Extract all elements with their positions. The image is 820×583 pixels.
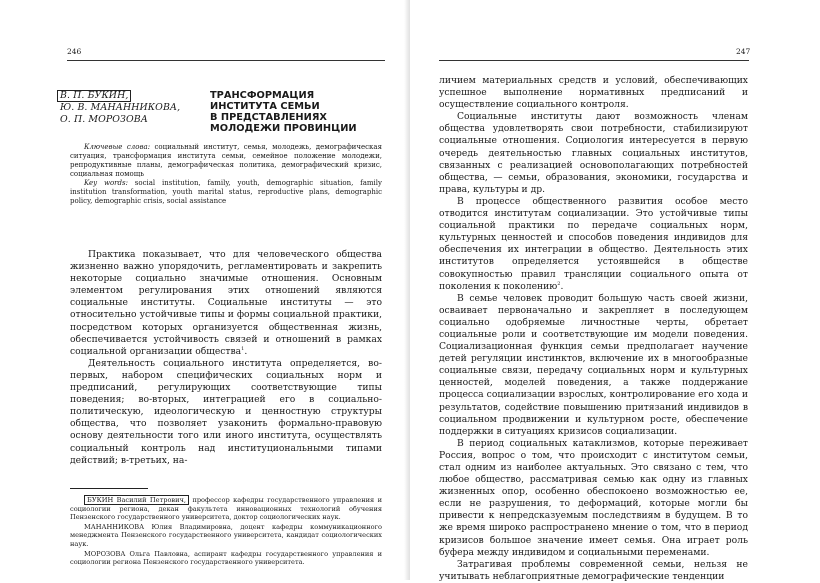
page-number-right: 247 — [736, 47, 751, 56]
title-line: ТРАНСФОРМАЦИЯ — [210, 90, 315, 101]
keywords-en — [70, 179, 382, 206]
authors-block — [60, 90, 210, 126]
paragraph: В период социальных катаклизмов, которые переживает Россия, вопрос о том, что происходит с институтом семьи, стал одним из наиболее актуальных. Это связано с тем, что любое общество, рассматривая семью как одну из главных жизненных опор, особенно обеспокоено возможностью ее, если не разрушения, то деформаций, которые могли бы привести к непредсказуемым последствиям в будущем. В то же время широко распространено мнение о том, что в период кризисов большое значение имеет семья. Она играет роль буфера между индивидом и социальными переменами. — [439, 437, 748, 558]
keywords-en-label: Key words: — [84, 179, 128, 187]
footnotes — [70, 496, 382, 568]
author-3: О. П. МОРОЗОВА — [60, 114, 148, 125]
footnote-name-boxed: БУКИН Василий Петрович, — [84, 495, 189, 505]
paragraph: Деятельность социального института определяется, во-первых, набором специфических социальных норм и предписаний, регулирующих соответствующие типы поведения; во-вторых, интеграцией его в социально-политическую, идеологическую и ценностную структуры общества, что позволяет узаконить формально-правовую основу деятельности того или иного института, осуществлять социальный контроль над институциональными типами действий; в-третьих, на- — [70, 357, 382, 466]
footnote-morozova: МОРОЗОВА Ольга Павловна, аспирант кафедры государственного управления и социологии региона Пензенского государственного университета. — [70, 549, 382, 567]
paragraph-text: В процессе общественного развития особое место отводится институтам социализации. Это устойчивые типы социальной практики по передаче социальных норм, культурных ценностей и способов поведения индивидов для обеспечения их интеграции в общество. Деятельность этих институтов определяется устоявшейся в обществе совокупностью правил трансляции социального опыта от поколения к поколению — [439, 195, 748, 292]
body-text-right — [439, 75, 748, 583]
body-text-left — [70, 249, 382, 467]
paragraph: В процессе общественного развития особое место отводится институтам социализации. Это устойчивые типы социальной практики по передаче социальных норм, культурных ценностей и способов поведения индивидов для обеспечения их интеграции в общество. Деятельность этих институтов определяется устоявшейся в обществе совокупностью правил трансляции социального опыта от поколения к поколению$^2$. — [439, 195, 748, 292]
title-line: В ПРЕДСТАВЛЕНИЯХ — [210, 112, 327, 123]
paragraph: Затрагивая проблемы современной семьи, нельзя не учитывать неблагоприятные демографические тенденции — [439, 558, 748, 582]
footnote-mark: 1 — [241, 345, 245, 352]
article-title — [210, 90, 375, 134]
author-2: Ю. В. МАНАННИКОВА, — [60, 102, 181, 113]
header-rule-right — [439, 60, 749, 61]
keywords-ru-label: Ключевые слова: — [84, 143, 151, 151]
paragraph: В семье человек проводит большую часть своей жизни, осваивает первоначально и закрепляет в последующем социально одобряемые личностные черты, обретает социальные роли и соответствующие им модели поведения. Социализационная функция семьи предполагает научение детей регуляции инстинктов, включение их в многообразные социальные связи, передачу социальных норм и культурных ценностей, моделей поведения, а также поддержание процесса социализации взрослых, контролирование его хода и результатов, содействие повышению притязаний индивидов в социальном продвижении и культурном росте, обеспечение поддержки в ситуациях кризисов социализации. — [439, 292, 748, 437]
footnote-mark: 2 — [557, 280, 561, 287]
paragraph: личием материальных средств и условий, обеспечивающих успешное выполнение нормативных предписаний и осуществление социального контроля. — [439, 75, 748, 111]
footnote-text: профессор кафедры государственного управления и социологии региона, декан факультета инновационных технологий обучения Пензенского государственного университета, доктор социологических наук. — [70, 496, 382, 522]
page-number-left: 246 — [67, 47, 82, 56]
keywords-en-text: social institution, family, youth, demographic situation, family institution transformation, youth marital status, reproductive plans, demographic policy, demographic crisis, social assistance — [70, 179, 382, 205]
footnote-bukin — [70, 496, 382, 522]
footnote-rule — [70, 488, 148, 489]
keywords-block — [70, 143, 382, 206]
keywords-ru — [70, 143, 382, 179]
paragraph: Социальные институты дают возможность членам общества удовлетворять свои потребности, стабилизируют социальные отношения. Социология интересуется в первую очередь деятельностью главных социальных институтов, связанных с реализацией основополагающих потребностей общества, — семьи, образования, экономики, государства и права, культуры и др. — [439, 111, 748, 195]
author-1: В. П. БУКИН, — [57, 90, 131, 102]
title-line: ИНСТИТУТА СЕМЬИ — [210, 101, 320, 112]
paragraph-text: Практика показывает, что для человеческого общества жизненно важно упорядочить, регламентировать и закрепить некоторые социально значимые отношения. Основным элементом регулирования этих отношений являются социальные институты. Социальные институты — это относительно устойчивые типы и формы социальной практики, посредством которых организуется общественная жизнь, обеспечивается устойчивость связей и отношений в рамках социальной организации общества — [70, 249, 382, 357]
left-page — [0, 0, 410, 580]
title-line: МОЛОДЕЖИ ПРОВИНЦИИ — [210, 123, 357, 134]
paragraph: Практика показывает, что для человеческого общества жизненно важно упорядочить, регламентировать и закрепить некоторые социально значимые отношения. Основным элементом регулирования этих отношений являются социальные институты. Социальные институты — это относительно устойчивые типы и формы социальной практики, посредством которых организуется общественная жизнь, обеспечивается устойчивость связей и отношений в рамках социальной организации общества$^1$. — [70, 249, 382, 357]
header-rule-left — [67, 60, 385, 61]
right-page — [410, 0, 820, 580]
keywords-ru-text: социальный институт, семья, молодежь, демографическая ситуация, трансформация института семьи, семейное положение молодежи, репродуктивные планы, демографическая политика, демографический кризис, социальная помощь — [70, 143, 382, 178]
footnote-manannikova: МАНАННИКОВА Юлия Владимировна, доцент кафедры коммуникационного менеджмента Пензенского государственного университета, кандидат социологических наук. — [70, 522, 382, 548]
